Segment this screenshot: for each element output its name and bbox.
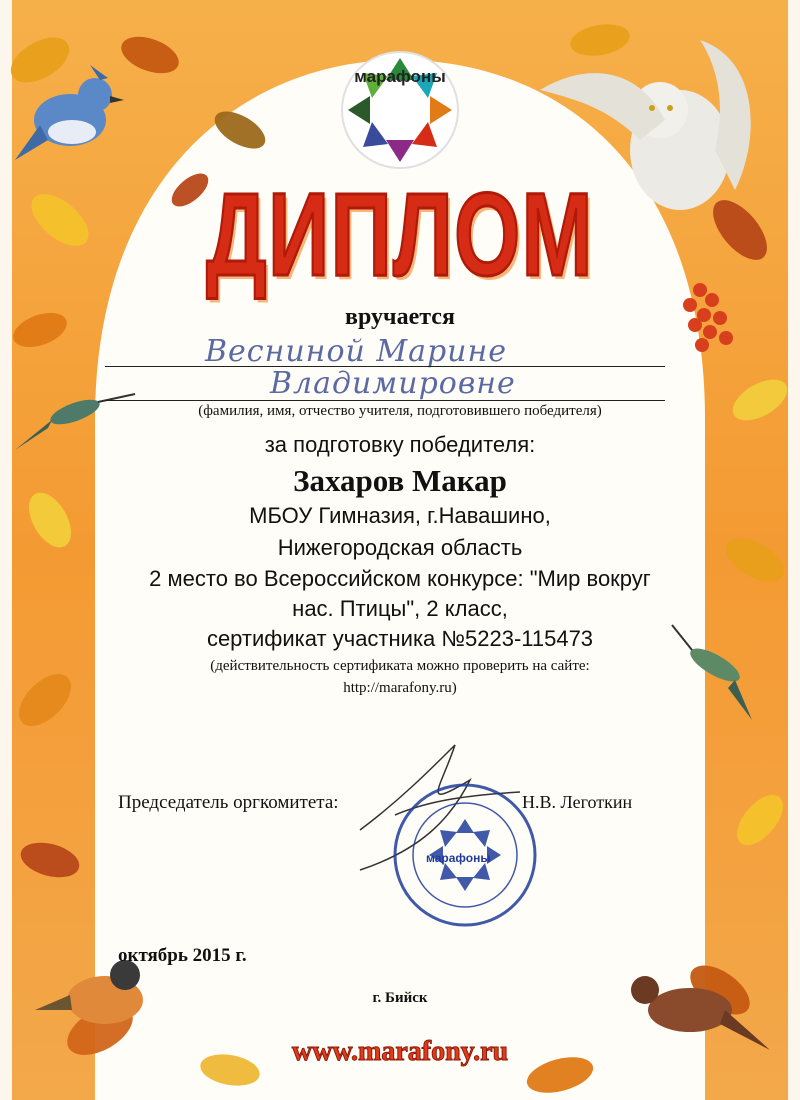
region-line: Нижегородская область (277, 535, 523, 560)
place-line-1: 2 место во Всероссийском конкурсе: "Мир вокруг (149, 566, 651, 591)
issue-date: октябрь 2015 г. (118, 945, 247, 966)
stamp-logo-text: марафоны (426, 851, 491, 865)
winner-name: Захаров Макар (293, 463, 507, 498)
signature-line (105, 400, 665, 401)
for-preparing-label: за подготовку победителя: (264, 432, 536, 457)
recipient-name-line2: Владимировне (270, 366, 516, 401)
chairman-name: Н.В. Леготкин (522, 792, 633, 812)
verify-line-2: http://marafony.ru) (343, 680, 457, 696)
awarded-label: вручается (345, 304, 455, 330)
verify-line-1: (действительность сертификата можно проверить на сайте: (210, 658, 590, 674)
place-line-2: нас. Птицы", 2 класс, (292, 596, 508, 621)
certificate-number: сертификат участника №5223-115473 (206, 626, 594, 651)
diploma-title: ДИПЛОМ (206, 169, 594, 301)
footer-url: www.marafony.ru (291, 1036, 509, 1067)
school-line: МБОУ Гимназия, г.Навашино, (249, 503, 551, 528)
logo-text: марафоны (354, 67, 446, 86)
issue-city: г. Бийск (372, 990, 428, 1006)
chairman-label: Председатель оргкомитета: (118, 792, 339, 813)
recipient-caption: (фамилия, имя, отчество учителя, подготовившего победителя) (198, 403, 602, 419)
recipient-name-line1: Весниной Марине (205, 334, 508, 369)
